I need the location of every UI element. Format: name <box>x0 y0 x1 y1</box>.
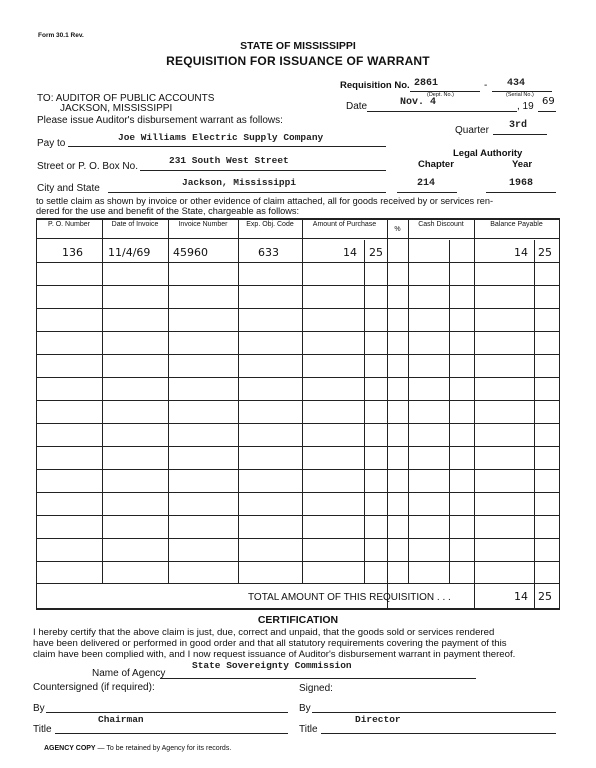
year-label: Year <box>512 159 533 170</box>
left-by-line <box>46 712 288 713</box>
requisition-label: Requisition No. <box>340 80 410 91</box>
settle-text-1: to settle claim as shown by invoice or other evidence of claim attached, all for goods received by or services ren- <box>36 196 494 206</box>
form-number: Form 30.1 Rev. <box>38 32 84 39</box>
chapter-value: 214 <box>417 178 436 189</box>
chapter-line <box>397 192 457 193</box>
signed-label: Signed: <box>299 683 333 694</box>
city-line <box>108 192 386 193</box>
row-exp-obj-code: 633 <box>258 246 279 259</box>
settle-text-2: dered for the use and benefit of the State, chargeable as follows: <box>36 206 300 216</box>
chapter-label: Chapter <box>418 159 454 170</box>
quarter-line <box>493 134 547 135</box>
footer-agency-copy: AGENCY COPY <box>44 745 96 752</box>
to-line-1: TO: AUDITOR OF PUBLIC ACCOUNTS <box>37 93 215 104</box>
state-title: STATE OF MISSISSIPPI <box>240 40 356 52</box>
date-year-line <box>538 111 556 112</box>
year-value: 1968 <box>509 178 534 189</box>
left-title-label: Title <box>33 724 52 735</box>
form-title: REQUISITION FOR ISSUANCE OF WARRANT <box>166 54 430 68</box>
row-amount-dollars: 14 <box>343 246 357 259</box>
date-label: Date <box>346 101 368 112</box>
left-by-label: By <box>33 703 45 714</box>
dept-no-caption: (Dept. No.) <box>427 92 454 98</box>
date-year-value: 69 <box>542 96 555 107</box>
street-line <box>140 170 386 171</box>
right-title-value: Director <box>355 714 401 725</box>
header-date-of-invoice: Date of Invoice <box>111 221 159 228</box>
please-issue-text: Please issue Auditor's disbursement warrant as follows: <box>37 115 283 126</box>
quarter-value: 3rd <box>509 120 528 131</box>
quarter-label: Quarter <box>455 125 489 136</box>
left-title-line <box>55 733 288 734</box>
street-label: Street or P. O. Box No. <box>37 161 138 172</box>
legal-authority-label: Legal Authority <box>453 148 523 159</box>
total-label: TOTAL AMOUNT OF THIS REQUISITION . . . <box>248 592 451 603</box>
right-title-label: Title <box>299 724 318 735</box>
left-title-value: Chairman <box>98 714 144 725</box>
year-line <box>486 192 556 193</box>
to-line-2: JACKSON, MISSISSIPPI <box>60 103 173 114</box>
total-cents: 25 <box>538 590 552 603</box>
countersigned-label: Countersigned (if required): <box>33 682 155 693</box>
date-value: Nov. 4 <box>400 97 437 108</box>
right-by-label: By <box>299 703 311 714</box>
row-po-number: 136 <box>62 246 83 259</box>
right-by-line <box>312 712 556 713</box>
pay-to-line <box>68 146 386 147</box>
row-date-of-invoice: 11/4/69 <box>108 246 151 259</box>
street-value: 231 South West Street <box>169 155 289 166</box>
footer-note <box>44 745 231 752</box>
date-year-prefix: , 19 <box>517 101 534 112</box>
certification-line-2: have been delivered or performed in good order and that all statutory requirements covering the payment of this <box>33 638 507 649</box>
pay-to-label: Pay to <box>37 138 66 149</box>
city-value: Jackson, Mississippi <box>182 177 297 188</box>
agency-line <box>160 678 476 679</box>
row-balance-cents: 25 <box>538 246 552 259</box>
header-amount-of-purchase: Amount of Purchase <box>312 221 377 228</box>
total-dollars: 14 <box>514 590 528 603</box>
header-invoice-number: Invoice Number <box>178 221 228 228</box>
serial-no-value: 434 <box>507 78 526 89</box>
header-percent: % <box>394 226 401 233</box>
agency-value: State Sovereignty Commission <box>192 660 352 671</box>
dept-no-value: 2861 <box>414 78 439 89</box>
header-cash-discount: Cash Discount <box>418 221 464 228</box>
pay-to-value: Joe Williams Electric Supply Company <box>118 132 324 143</box>
header-balance-payable: Balance Payable <box>490 221 543 228</box>
city-label: City and State <box>37 183 100 194</box>
requisition-dash: - <box>484 80 488 91</box>
row-amount-cents: 25 <box>369 246 383 259</box>
row-invoice-number: 45960 <box>173 246 208 259</box>
date-line <box>367 111 517 112</box>
certification-line-3: claim have been complied with, and I now request issuance of Auditor's disbursement warrant in payment thereof. <box>33 649 516 660</box>
certification-line-1: I hereby certify that the above claim is just, due, correct and unpaid, that the goods sold or services rendered <box>33 627 495 638</box>
agency-label: Name of Agency <box>92 668 166 679</box>
row-balance-dollars: 14 <box>514 246 528 259</box>
right-title-line <box>321 733 556 734</box>
footer-retain-text: — To be retained by Agency for its records. <box>95 745 232 752</box>
certification-title: CERTIFICATION <box>257 614 339 626</box>
header-exp-obj-code: Exp. Obj. Code <box>246 221 294 228</box>
header-po-number: P. O. Number <box>48 221 90 228</box>
serial-no-caption: (Serial No.) <box>506 92 534 98</box>
